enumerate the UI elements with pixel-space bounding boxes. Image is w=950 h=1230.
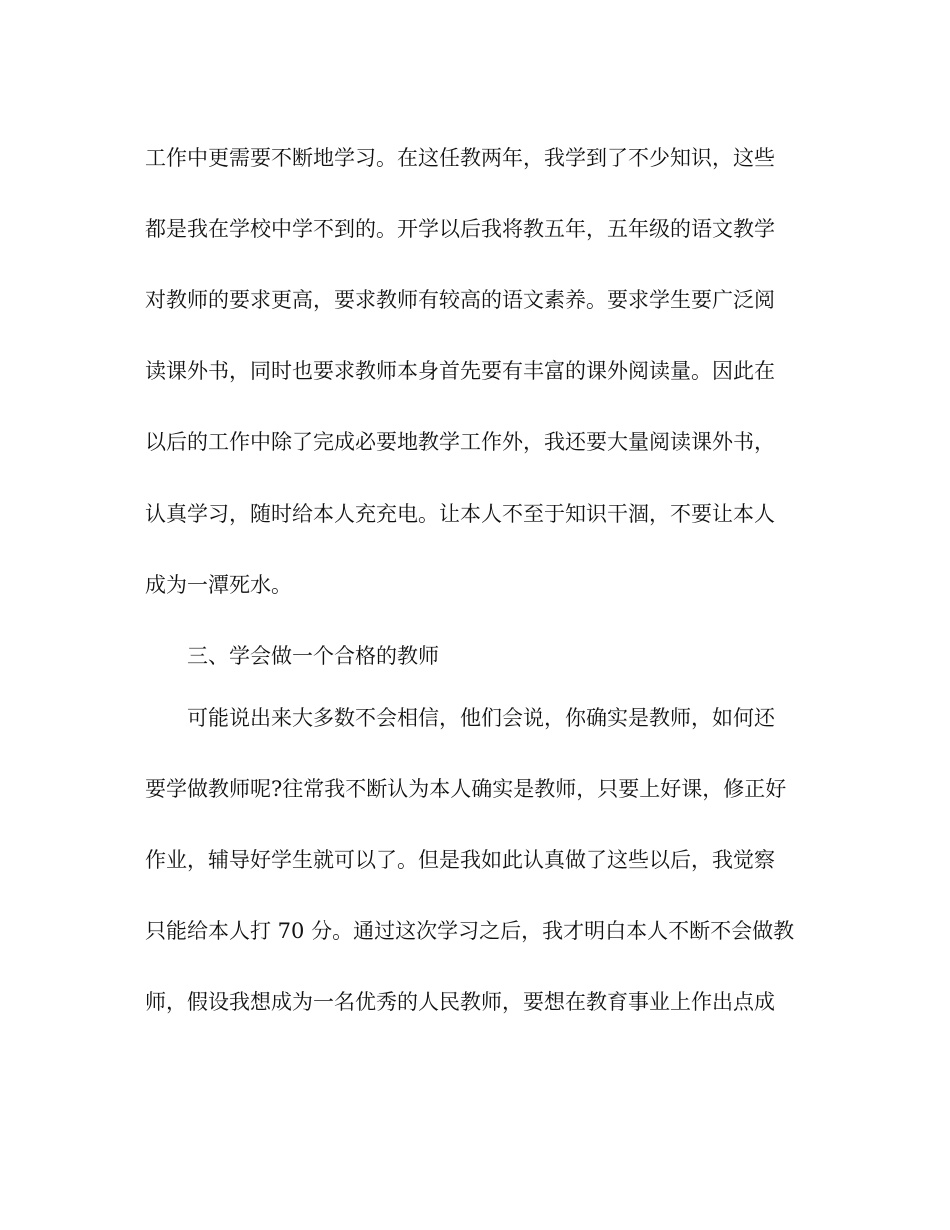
text-line: 要学做教师呢?往常我不断认为本人确实是教师，只要上好课，修正好 (145, 777, 787, 801)
text-line: 作业，辅导好学生就可以了。但是我如此认真做了这些以后，我觉察 (145, 848, 775, 872)
text-line: 读课外书，同时也要求教师本身首先要有丰富的课外阅读量。因此在 (145, 359, 775, 383)
text-line: 师，假设我想成为一名优秀的人民教师，要想在教育事业上作出点成 (145, 990, 775, 1014)
section-heading: 三、学会做一个合格的教师 (187, 644, 439, 668)
text-line: 成为一潭死水。 (145, 573, 292, 597)
text-line: 工作中更需要不断地学习。在这任教两年，我学到了不少知识，这些 (145, 146, 775, 170)
text-line: 对教师的要求更高，要求教师有较高的语文素养。要求学生要广泛阅 (145, 288, 775, 312)
paragraph-first-line: 可能说出来大多数不会相信，他们会说，你确实是教师，如何还 (187, 706, 775, 730)
text-line: 只能给本人打 70 分。通过这次学习之后，我才明白本人不断不会做教 (145, 919, 795, 943)
text-line: 都是我在学校中学不到的。开学以后我将教五年，五年级的语文教学 (145, 217, 775, 241)
text-line: 以后的工作中除了完成必要地教学工作外，我还要大量阅读课外书， (145, 430, 775, 454)
text-line: 认真学习，随时给本人充充电。让本人不至于知识干涸，不要让本人 (145, 502, 775, 526)
